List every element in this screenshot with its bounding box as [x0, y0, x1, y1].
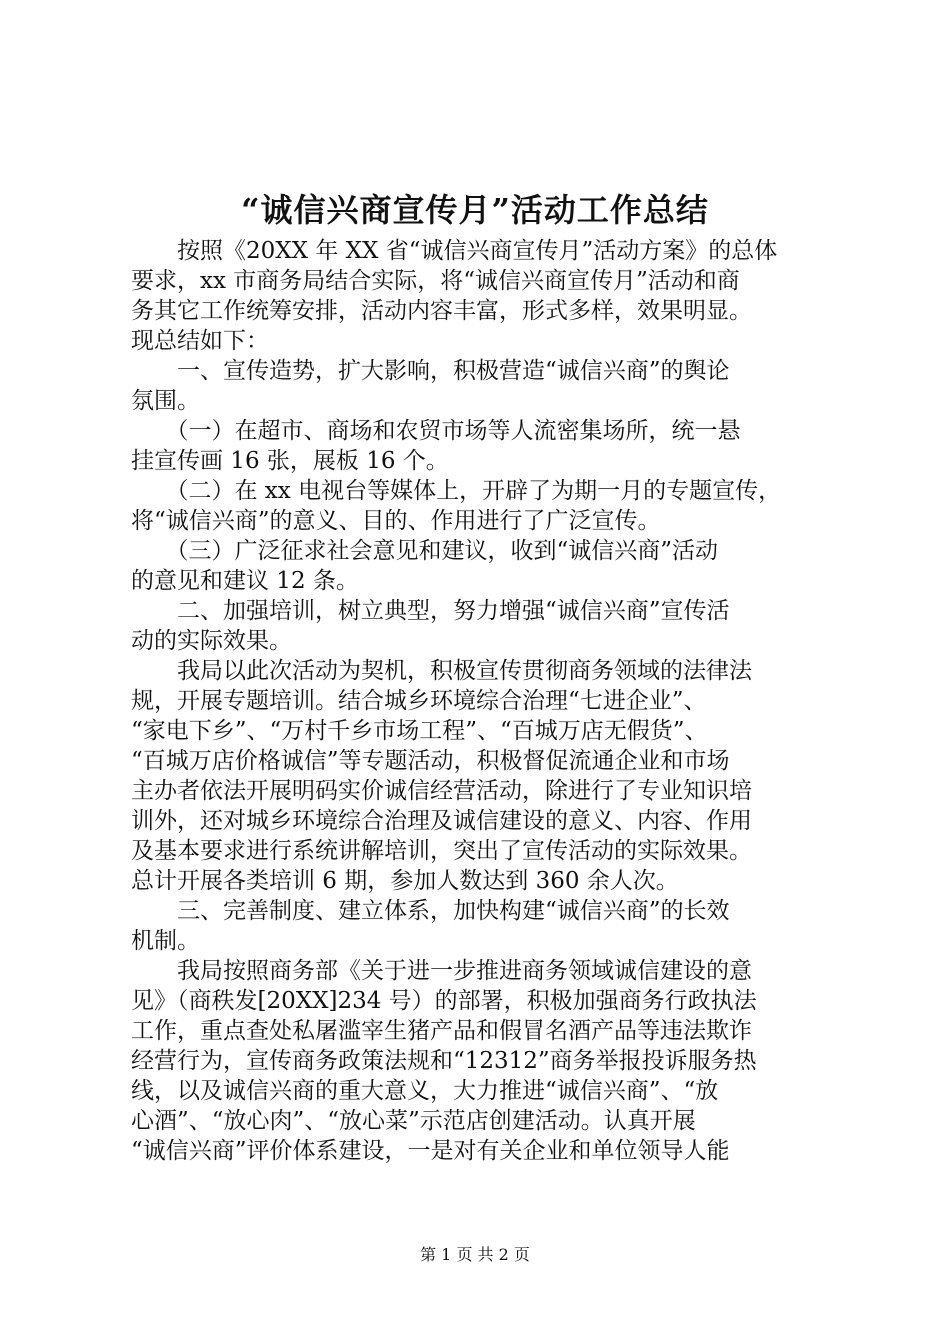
body-line: （三）广泛征求社会意见和建议，收到“诚信兴商”活动 [131, 538, 719, 564]
body-line: 要求，xx 市商务局结合实际，将“诚信兴商宣传月”活动和商 [131, 268, 740, 294]
body-line: 心酒”、“放心肉”、“放心菜”示范店创建活动。认真开展 [131, 1108, 696, 1134]
body-line: 主办者依法开展明码实价诚信经营活动，除进行了专业知识培 [131, 778, 752, 804]
body-line: 经营行为，宣传商务政策法规和“12312”商务举报投诉服务热 [131, 1048, 757, 1074]
body-line: 氛围。 [131, 388, 200, 414]
body-line: 及基本要求进行系统讲解培训，突出了宣传活动的实际效果。 [131, 838, 752, 864]
body-line: 三、完善制度、建立体系，加快构建“诚信兴商”的长效 [131, 898, 730, 924]
body-line: 工作，重点查处私屠滥宰生猪产品和假冒名酒产品等违法欺诈 [131, 1018, 752, 1044]
body-line: 训外，还对城乡环境综合治理及诚信建设的意义、内容、作用 [131, 808, 752, 834]
body-line: （二）在 xx 电视台等媒体上，开辟了为期一月的专题宣传， [131, 478, 782, 504]
document-body [131, 236, 831, 1166]
body-line: 我局按照商务部《关于进一步推进商务领域诚信建设的意 [131, 958, 752, 984]
body-line: 二、加强培训，树立典型，努力增强“诚信兴商”宣传活 [131, 598, 730, 624]
body-line: 我局以此次活动为契机，积极宣传贯彻商务领域的法律法 [131, 658, 752, 684]
body-line: 机制。 [131, 928, 200, 954]
body-line: 动的实际效果。 [131, 628, 292, 654]
document-title: “诚信兴商宣传月”活动工作总结 [241, 191, 709, 229]
body-line: 挂宣传画 16 张，展板 16 个。 [131, 448, 449, 474]
body-line: 总计开展各类培训 6 期，参加人数达到 360 余人次。 [131, 868, 679, 894]
body-line: 将“诚信兴商”的意义、目的、作用进行了广泛宣传。 [131, 508, 661, 534]
body-line: （一）在超市、商场和农贸市场等人流密集场所，统一悬 [131, 418, 741, 444]
body-line: 线，以及诚信兴商的重大意义，大力推进“诚信兴商”、“放 [131, 1078, 719, 1104]
body-line: 一、宣传造势，扩大影响，积极营造“诚信兴商”的舆论 [131, 358, 730, 384]
body-line: 按照《20XX 年 XX 省“诚信兴商宣传月”活动方案》的总体 [131, 238, 778, 264]
body-line: “家电下乡”、“万村千乡市场工程”、“百城万店无假货”、 [131, 718, 708, 744]
body-line: 规，开展专题培训。结合城乡环境综合治理“七进企业”、 [131, 688, 707, 714]
body-line: 现总结如下： [131, 328, 269, 354]
body-line: 的意见和建议 12 条。 [131, 568, 359, 594]
body-line: “百城万店价格诚信”等专题活动，积极督促流通企业和市场 [131, 748, 730, 774]
page-number-footer: 第 1 页 共 2 页 [420, 1245, 530, 1264]
body-line: 见》（商秩发[20XX]234 号）的部署，积极加强商务行政执法 [131, 988, 757, 1014]
body-line: 务其它工作统筹安排，活动内容丰富，形式多样，效果明显。 [131, 298, 752, 324]
body-line: “诚信兴商”评价体系建设，一是对有关企业和单位领导人能 [131, 1138, 730, 1164]
